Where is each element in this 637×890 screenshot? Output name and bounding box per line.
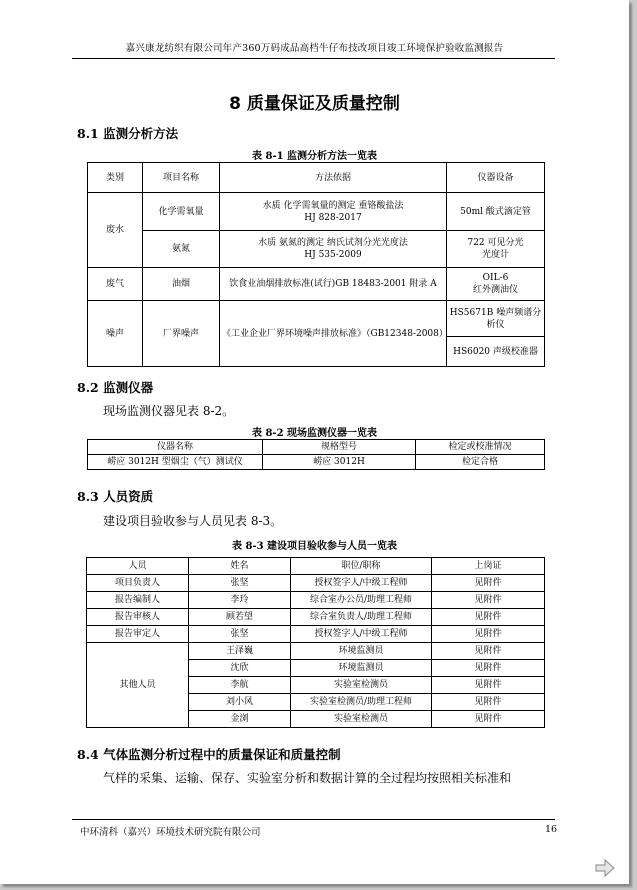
cell-method: 水质 化学需氧量的测定 重铬酸盐法 HJ 828-2017 xyxy=(220,193,447,231)
cell-instrument-name: 崂应 3012H 型烟尘（气）测试仪 xyxy=(88,455,263,470)
th-model: 规格型号 xyxy=(263,440,416,455)
th-instrument: 仪器设备 xyxy=(447,163,545,193)
section-8-3-heading: 8.3 人员资质 xyxy=(77,489,154,504)
cell-item: 厂界噪声 xyxy=(143,301,220,367)
cell-category-water: 废水 xyxy=(88,193,143,268)
table-8-1 xyxy=(87,162,545,367)
section-8-2-heading: 8.2 监测仪器 xyxy=(77,380,154,395)
cell-method: 《工业企业厂界环境噪声排放标准》（GB12348-2008） xyxy=(220,301,447,367)
cell-calibration: 检定合格 xyxy=(416,455,545,470)
cell-item: 化学需氧量 xyxy=(143,193,220,231)
cell-category-gas: 废气 xyxy=(88,268,143,301)
table-row: 其他人员 王泽巍 环境监测员 见附件 xyxy=(87,643,545,660)
table-8-1-caption: 表 8-1 监测分析方法一览表 xyxy=(251,151,378,162)
table-row: 报告审核人 顾若望 综合室负责人/助理工程师 见附件 xyxy=(87,609,545,626)
cell-instrument: OIL-6 红外测油仪 xyxy=(447,268,545,301)
th-calibration: 检定或校准情况 xyxy=(416,440,545,455)
section-8-4-text: 气样的采集、运输、保存、实验室分析和数据计算的全过程均按照相关标准和 xyxy=(103,771,512,785)
th-title: 职位/职称 xyxy=(291,558,432,575)
th-role: 人员 xyxy=(87,558,189,575)
th-category: 类别 xyxy=(88,163,143,193)
page-number: 16 xyxy=(545,824,558,835)
header-rule xyxy=(72,58,555,59)
th-instrument-name: 仪器名称 xyxy=(88,440,263,455)
cell-item: 油烟 xyxy=(143,268,220,301)
cell-method: 饮食业油烟排放标准(试行)GB 18483-2001 附录 A xyxy=(220,268,447,301)
cell-instrument: 722 可见分光 光度计 xyxy=(447,231,545,268)
running-header: 嘉兴康龙纺织有限公司年产360万码成品高档牛仔布技改项目竣工环境保护验收监测报告 xyxy=(125,43,504,54)
chapter-title: 8 质量保证及质量控制 xyxy=(229,94,400,114)
section-8-4-heading: 8.4 气体监测分析过程中的质量保证和质量控制 xyxy=(77,747,341,762)
section-8-2-text: 现场监测仪器见表 8-2。 xyxy=(103,404,235,418)
table-row: 项目负责人 张坚 授权签字人/中级工程师 见附件 xyxy=(87,575,545,592)
th-name: 姓名 xyxy=(189,558,291,575)
cell-instrument: HS6020 声级校准器 xyxy=(447,337,545,367)
table-row: 沈欣 环境监测员 见附件 xyxy=(87,660,545,677)
cell-other-staff: 其他人员 xyxy=(87,643,189,728)
section-8-3-text: 建设项目验收参与人员见表 8-3。 xyxy=(103,514,283,528)
table-8-2-caption: 表 8-2 现场监测仪器一览表 xyxy=(251,428,378,439)
cell-method: 水质 氨氮的测定 纳氏试剂分光光度法 HJ 535-2009 xyxy=(220,231,447,268)
cell-instrument: HS5671B 噪声频谱分 析仪 xyxy=(447,301,545,337)
cell-item: 氨氮 xyxy=(143,231,220,268)
cell-category-noise: 噪声 xyxy=(88,301,143,367)
table-row: 李航 实验室检测员 见附件 xyxy=(87,677,545,694)
next-page-arrow-icon[interactable] xyxy=(594,858,616,878)
table-8-2 xyxy=(87,439,545,470)
th-item: 项目名称 xyxy=(143,163,220,193)
table-row: 金浏 实验室检测员 见附件 xyxy=(87,711,545,728)
table-row: 报告编制人 李玲 综合室办公员/助理工程师 见附件 xyxy=(87,592,545,609)
cell-model: 崂应 3012H xyxy=(263,455,416,470)
cell-instrument: 50ml 酸式滴定管 xyxy=(447,193,545,231)
footer-rule xyxy=(72,819,555,820)
table-8-3 xyxy=(86,557,545,728)
section-8-1-heading: 8.1 监测分析方法 xyxy=(77,126,179,141)
th-certificate: 上岗证 xyxy=(432,558,545,575)
table-row: 报告审定人 张坚 授权签字人/中级工程师 见附件 xyxy=(87,626,545,643)
th-method: 方法依据 xyxy=(220,163,447,193)
footer-organization: 中环清科（嘉兴）环境技术研究院有限公司 xyxy=(80,827,261,838)
table-row: 刘小风 实验室检测员/助理工程师 见附件 xyxy=(87,694,545,711)
table-8-3-caption: 表 8-3 建设项目验收参与人员一览表 xyxy=(231,541,398,552)
